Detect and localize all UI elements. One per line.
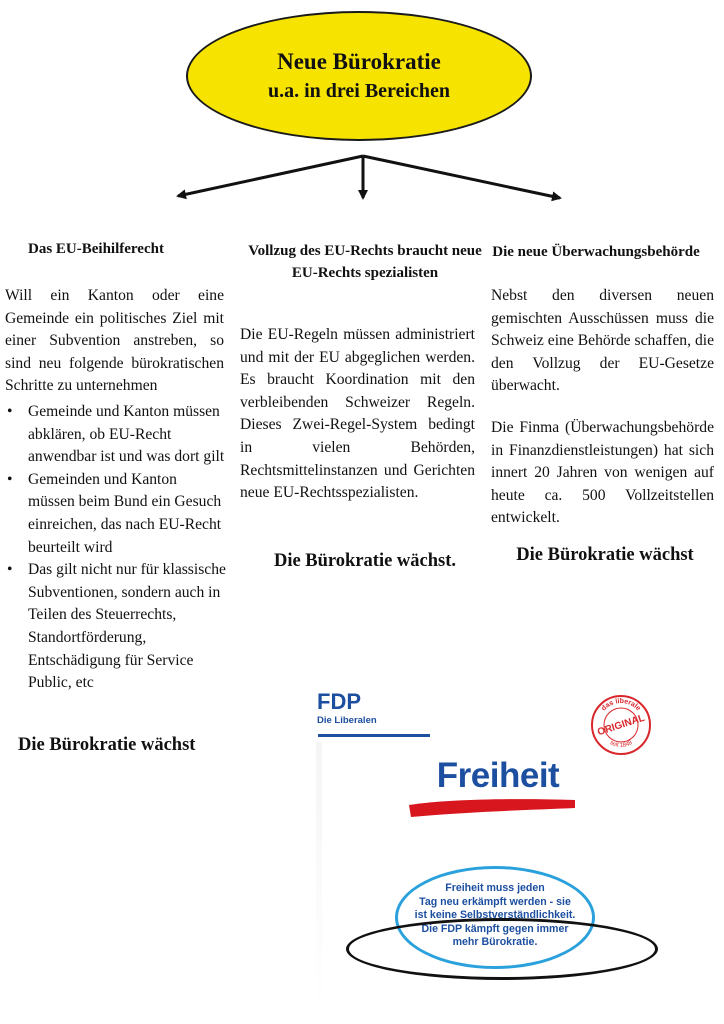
red-brush-stroke xyxy=(407,796,577,818)
page-fold-shadow xyxy=(316,742,322,1012)
column3-heading: Die neue Überwachungsbehörde xyxy=(492,244,700,260)
list-item: • Gemeinden und Kanton müssen beim Bund ein Gesuch einreichen, das nach EU-Recht beurteilt wird xyxy=(7,470,222,556)
slogan-line: Die FDP kämpft gegen immer xyxy=(421,922,569,935)
svg-text:das liberale: das liberale xyxy=(600,697,642,713)
header-subtitle: u.a. in drei Bereichen xyxy=(267,80,451,102)
column2-conclusion: Die Bürokratie wächst. xyxy=(273,551,457,571)
arrow-right xyxy=(363,156,560,198)
column2-heading: Vollzug des EU-Rechts braucht neue EU-Rechts spezialisten xyxy=(248,243,482,281)
column2-body: Die EU-Regeln müssen administriert und mit der EU abgeglichen werden. Es braucht Koordination mit den verbleibenden Schweizer Regeln. Dieses Zwei-Regel-System bedingt in vielen Behörden, Rechtsmittelinstanzen und Gerichten neue EU-Rechtsspezialisten. xyxy=(240,326,475,502)
fdp-logo-underline xyxy=(318,734,430,737)
bullet-icon: • xyxy=(7,403,13,420)
slogan-line: mehr Bürokratie. xyxy=(452,936,538,949)
arrow-left xyxy=(178,156,363,196)
branch-arrows xyxy=(0,0,724,220)
fdp-logo-subtitle: Die Liberalen xyxy=(317,715,377,726)
slogan-line: Freiheit muss jeden xyxy=(445,882,545,894)
bullet-icon: • xyxy=(7,470,13,488)
fdp-logo xyxy=(317,690,437,727)
column1-intro: Will ein Kanton oder eine Gemeinde ein politisches Ziel mit einer Subvention anstreben, so sind neu folgende bürokratischen Schritte zu unternehmen xyxy=(5,287,224,395)
svg-text:seit 1848: seit 1848 xyxy=(608,739,634,750)
original-stamp-icon xyxy=(589,693,653,757)
highlight-ellipse xyxy=(346,918,658,980)
stamp-main-text: ORIGINAL xyxy=(596,712,647,739)
fdp-logo-word: FDP xyxy=(317,689,361,714)
column3-body-second: Die Finma (Überwachungsbehörde in Finanzdienstleistungen) hat sich innert 20 Jahren von wenigen auf heute ca. 500 Vollzeitstellen entwickelt. xyxy=(491,419,714,527)
slogan-line: ist keine Selbstverständlichkeit. xyxy=(414,909,576,922)
column1-heading: Das EU-Beihilferecht xyxy=(28,241,164,257)
list-item: • Gemeinde und Kanton müssen abklären, ob EU-Recht anwendbar ist und was dort gilt xyxy=(7,403,225,466)
column1-bullet-list xyxy=(5,401,227,695)
column3-body-first: Nebst den diversen neuen gemischten Ausschüssen muss die Schweiz eine Behörde schaffen, die den Vollzug der EU-Gesetze überwacht. xyxy=(491,287,714,395)
freiheit-wordmark: Freiheit xyxy=(436,756,560,795)
column1-conclusion: Die Bürokratie wächst xyxy=(18,735,196,755)
column3-conclusion: Die Bürokratie wächst xyxy=(516,545,694,565)
slogan-line: Tag neu erkämpft werden - sie xyxy=(419,895,571,908)
list-item: • Das gilt nicht nur für klassische Subventionen, sondern auch in Teilen des Steuerrechts, Standortförderung, Entschädigung für Service Public, etc xyxy=(7,561,226,692)
header-title: Neue Bürokratie xyxy=(277,49,441,74)
bullet-icon: • xyxy=(7,561,13,579)
